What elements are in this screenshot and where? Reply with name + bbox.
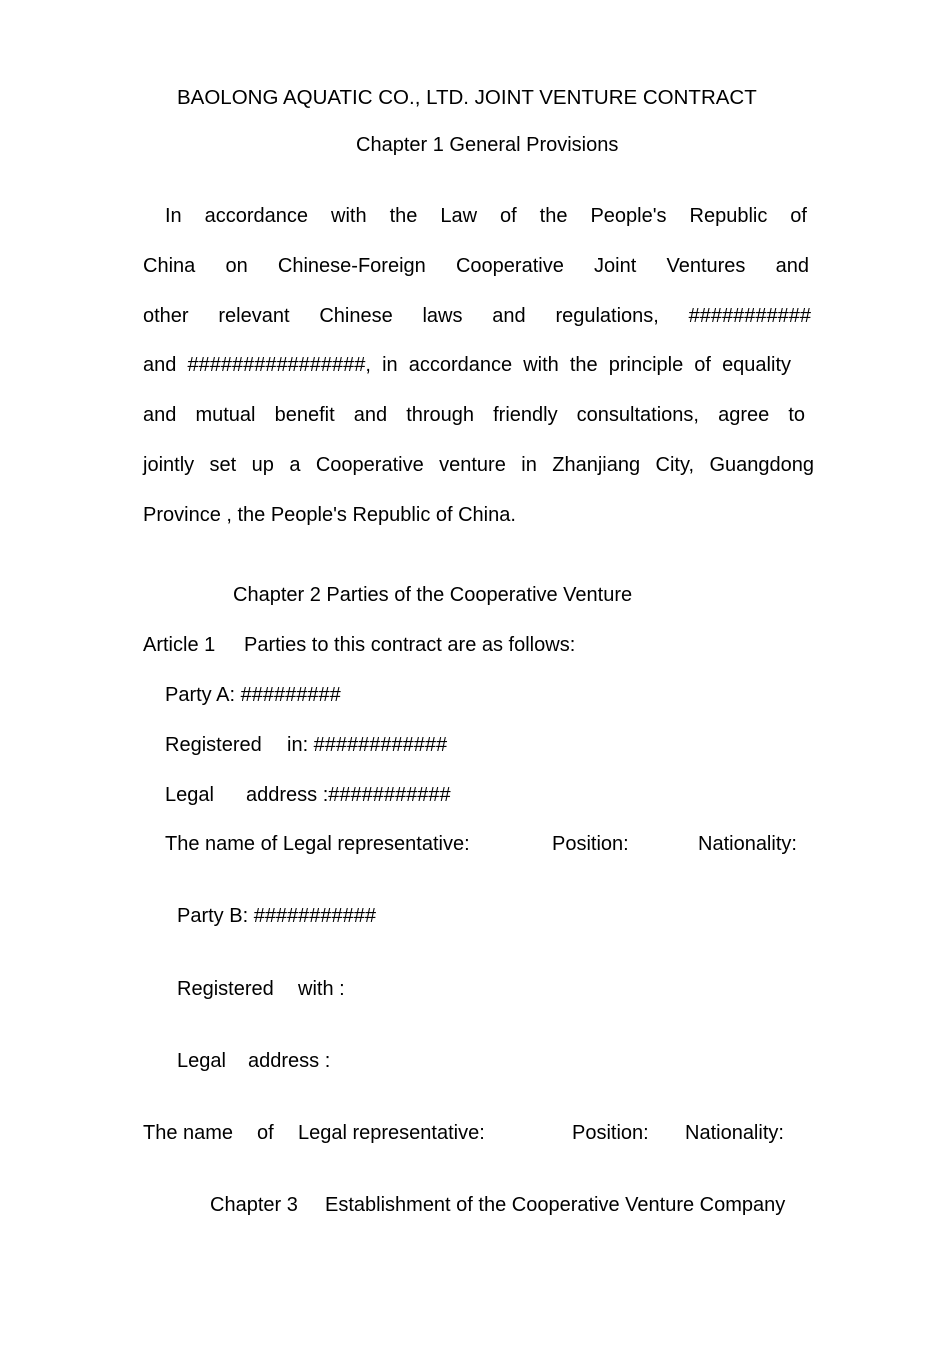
party-b-address [177,1049,330,1073]
party-a-rep-label: The name of Legal representative: [165,833,470,855]
paragraph-line: Province , the People's Republic of China. [143,504,516,526]
paragraph-line: In accordance with the Law of the People's Republic of [165,205,807,227]
address-key: Legal [165,784,214,806]
party-a-nationality-label: Nationality: [698,833,797,855]
paragraph-line: and mutual benefit and through friendly consultations, agree to [143,404,805,426]
party-b-name: Party B: ########### [177,905,377,927]
paragraph-line: jointly set up a Cooperative venture in Zhanjiang City, Guangdong [143,454,814,476]
address-value: address : [248,1050,331,1072]
article-number: Article 1 [143,634,216,656]
chapter-1-heading: Chapter 1 General Provisions [356,134,619,156]
address-value: address :########### [246,784,451,806]
party-a-position-label: Position: [552,833,629,855]
article-text: Parties to this contract are as follows: [244,634,576,656]
registered-value: in: ############ [287,734,448,756]
paragraph-line: China on Chinese-Foreign Cooperative Joint Ventures and [143,255,809,277]
paragraph-line: other relevant Chinese laws and regulations, ########### [143,305,811,327]
party-a-name: Party A: ######### [165,684,341,706]
party-b-registered [177,977,345,1001]
chapter-3-number: Chapter 3 [210,1194,298,1216]
contract-title: BAOLONG AQUATIC CO., LTD. JOINT VENTURE CONTRACT [177,86,757,109]
party-b-rep-label-part: of [257,1122,274,1144]
party-a-registered [165,733,447,757]
chapter-3-title: Establishment of the Cooperative Venture Company [325,1194,786,1216]
party-a-address [165,783,451,807]
address-key: Legal [177,1050,226,1072]
registered-key: Registered [177,978,274,1000]
article-1 [143,633,575,657]
paragraph-line: and ################, in accordance with the principle of equality [143,354,791,376]
chapter-2-heading: Chapter 2 Parties of the Cooperative Venture [233,584,633,606]
party-b-nationality-label: Nationality: [685,1122,784,1144]
party-b-rep-label-part: The name [143,1122,234,1144]
party-b-rep-label-part: Legal representative: [298,1122,485,1144]
registered-value: with : [298,978,345,1000]
party-b-position-label: Position: [572,1122,649,1144]
registered-key: Registered [165,734,262,756]
